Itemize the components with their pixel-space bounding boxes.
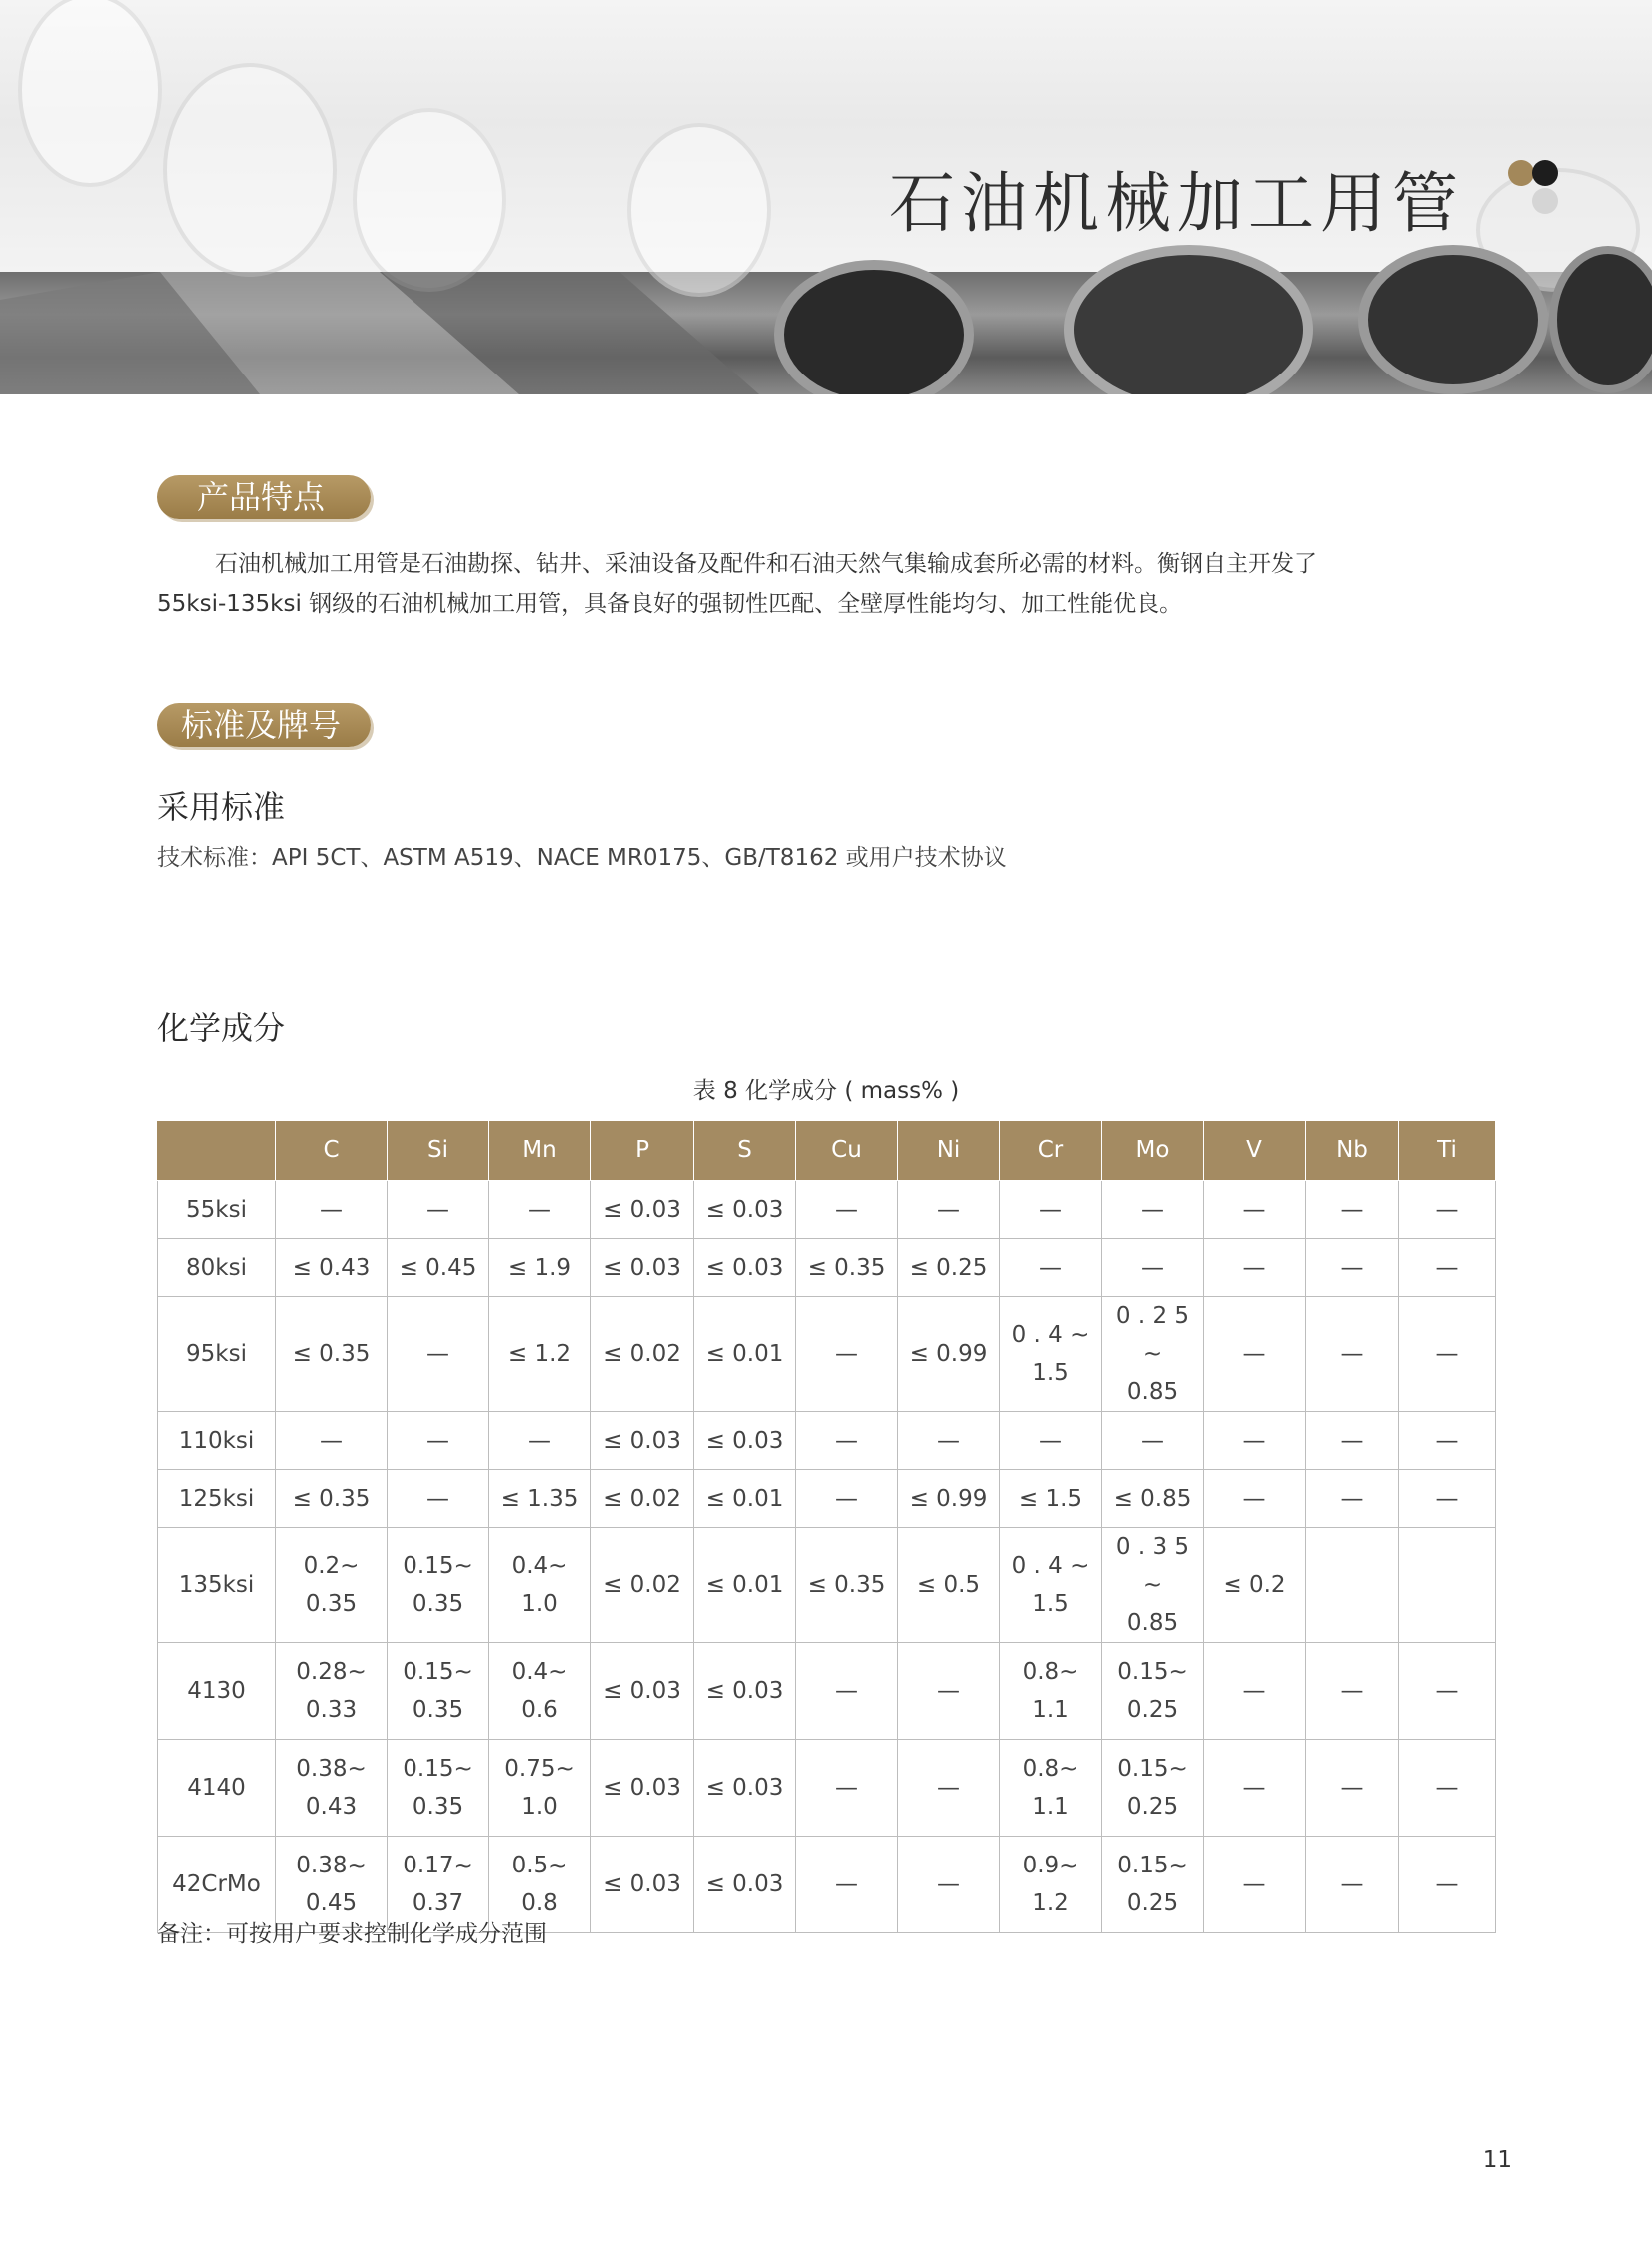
- table-cell: ≤ 0.01: [694, 1470, 796, 1528]
- features-paragraph: [157, 544, 1495, 624]
- grade-cell: 55ksi: [158, 1181, 276, 1239]
- table-row: [158, 1740, 1496, 1837]
- table-cell: —: [1306, 1239, 1399, 1297]
- table-cell: ≤ 0.25: [898, 1239, 1000, 1297]
- table-cell: 0.8~ 1.1: [1000, 1643, 1102, 1740]
- table-cell: ≤ 0.01: [694, 1297, 796, 1412]
- table-cell: —: [1306, 1297, 1399, 1412]
- table-cell: —: [1204, 1412, 1306, 1470]
- table-cell: ≤ 0.2: [1204, 1528, 1306, 1643]
- table-cell: —: [388, 1412, 489, 1470]
- table-cell: ≤ 1.9: [489, 1239, 591, 1297]
- table-cell: —: [388, 1181, 489, 1239]
- section-label-features: 产品特点: [157, 475, 371, 519]
- table-cell: 0.28~ 0.33: [276, 1643, 388, 1740]
- table-cell: ≤ 0.03: [591, 1239, 694, 1297]
- column-header: P: [591, 1121, 694, 1181]
- standards-heading: 采用标准: [157, 788, 286, 826]
- table-cell: ≤ 0.35: [276, 1297, 388, 1412]
- table-cell: —: [796, 1297, 898, 1412]
- table-cell: —: [276, 1181, 388, 1239]
- table-cell: ≤ 1.35: [489, 1470, 591, 1528]
- table-cell: —: [489, 1181, 591, 1239]
- table-cell: —: [796, 1740, 898, 1837]
- table-cell: —: [898, 1412, 1000, 1470]
- grade-cell: 95ksi: [158, 1297, 276, 1412]
- table-row: [158, 1239, 1496, 1297]
- table-cell: ≤ 0.03: [694, 1643, 796, 1740]
- table-cell: 0.15~ 0.35: [388, 1740, 489, 1837]
- table-cell: —: [1204, 1470, 1306, 1528]
- table-cell: —: [1306, 1837, 1399, 1933]
- column-header: Cu: [796, 1121, 898, 1181]
- table-cell: —: [1399, 1470, 1496, 1528]
- table-cell: —: [796, 1837, 898, 1933]
- table-cell: ≤ 0.35: [796, 1528, 898, 1643]
- table-note: 备注：可按用户要求控制化学成分范围: [157, 1921, 547, 1947]
- table-cell: —: [1399, 1740, 1496, 1837]
- table-cell: [1399, 1528, 1496, 1643]
- table-cell: 0 . 3 5 ~ 0.85: [1102, 1528, 1204, 1643]
- column-header: Nb: [1306, 1121, 1399, 1181]
- table-cell: 0.75~ 1.0: [489, 1740, 591, 1837]
- table-cell: —: [1306, 1643, 1399, 1740]
- table-cell: —: [1204, 1643, 1306, 1740]
- table-cell: ≤ 0.03: [591, 1643, 694, 1740]
- black-dot-icon: [1532, 160, 1558, 186]
- column-header: Mn: [489, 1121, 591, 1181]
- table-cell: 0 . 4 ~ 1.5: [1000, 1297, 1102, 1412]
- table-cell: ≤ 0.03: [694, 1412, 796, 1470]
- table-row: [158, 1181, 1496, 1239]
- table-cell: ≤ 0.45: [388, 1239, 489, 1297]
- table-cell: —: [388, 1297, 489, 1412]
- table-cell: —: [1102, 1181, 1204, 1239]
- grade-cell: 80ksi: [158, 1239, 276, 1297]
- table-cell: 0.17~ 0.37: [388, 1837, 489, 1933]
- table-cell: ≤ 0.03: [591, 1740, 694, 1837]
- table-cell: 0.9~ 1.2: [1000, 1837, 1102, 1933]
- table-cell: [1306, 1528, 1399, 1643]
- table-cell: ≤ 0.03: [591, 1412, 694, 1470]
- table-cell: —: [1204, 1181, 1306, 1239]
- table-cell: ≤ 0.03: [591, 1837, 694, 1933]
- decorative-dots-icon: [1508, 160, 1568, 220]
- table-cell: —: [796, 1412, 898, 1470]
- table-cell: 0.15~ 0.25: [1102, 1643, 1204, 1740]
- table-cell: —: [1306, 1740, 1399, 1837]
- table-cell: —: [1102, 1412, 1204, 1470]
- table-cell: ≤ 0.35: [276, 1470, 388, 1528]
- table-cell: —: [898, 1837, 1000, 1933]
- standards-text: 技术标准：API 5CT、ASTM A519、NACE MR0175、GB/T8162 或用户技术协议: [157, 845, 1007, 871]
- column-header: Ti: [1399, 1121, 1496, 1181]
- column-header: [158, 1121, 276, 1181]
- table-cell: 0 . 2 5 ~ 0.85: [1102, 1297, 1204, 1412]
- table-cell: 0 . 4 ~ 1.5: [1000, 1528, 1102, 1643]
- table-cell: 0.2~ 0.35: [276, 1528, 388, 1643]
- column-header: Ni: [898, 1121, 1000, 1181]
- table-cell: —: [1399, 1181, 1496, 1239]
- table-cell: —: [796, 1470, 898, 1528]
- table-cell: —: [1399, 1412, 1496, 1470]
- table-cell: —: [1204, 1740, 1306, 1837]
- table-cell: —: [1000, 1412, 1102, 1470]
- table-cell: —: [1204, 1239, 1306, 1297]
- column-header: V: [1204, 1121, 1306, 1181]
- header-banner: [0, 0, 1652, 394]
- table-cell: —: [1000, 1239, 1102, 1297]
- grade-cell: 4140: [158, 1740, 276, 1837]
- table-cell: 0.5~ 0.8: [489, 1837, 591, 1933]
- grade-cell: 4130: [158, 1643, 276, 1740]
- table-cell: 0.15~ 0.35: [388, 1643, 489, 1740]
- table-cell: 0.8~ 1.1: [1000, 1740, 1102, 1837]
- chemical-composition-table: [157, 1120, 1496, 1933]
- table-cell: ≤ 0.5: [898, 1528, 1000, 1643]
- table-cell: ≤ 0.03: [694, 1239, 796, 1297]
- table-cell: —: [1204, 1297, 1306, 1412]
- table-row: [158, 1643, 1496, 1740]
- table-cell: 0.38~ 0.45: [276, 1837, 388, 1933]
- table-cell: ≤ 0.03: [694, 1837, 796, 1933]
- table-cell: —: [796, 1643, 898, 1740]
- table-cell: —: [1204, 1837, 1306, 1933]
- table-cell: —: [276, 1412, 388, 1470]
- column-header: Si: [388, 1121, 489, 1181]
- table-cell: ≤ 0.99: [898, 1297, 1000, 1412]
- table-cell: —: [898, 1643, 1000, 1740]
- table-row: [158, 1412, 1496, 1470]
- table-cell: 0.4~ 0.6: [489, 1643, 591, 1740]
- column-header: C: [276, 1121, 388, 1181]
- table-cell: ≤ 1.5: [1000, 1470, 1102, 1528]
- features-line-1: 石油机械加工用管是石油勘探、钻井、采油设备及配件和石油天然气集输成套所必需的材料。衡钢自主开发了: [215, 551, 1317, 577]
- table-cell: —: [796, 1181, 898, 1239]
- table-cell: ≤ 0.35: [796, 1239, 898, 1297]
- column-header: S: [694, 1121, 796, 1181]
- grade-cell: 125ksi: [158, 1470, 276, 1528]
- gold-dot-icon: [1508, 160, 1534, 186]
- table-cell: ≤ 0.02: [591, 1297, 694, 1412]
- table-cell: ≤ 0.03: [591, 1181, 694, 1239]
- page-number: 11: [1482, 2147, 1512, 2173]
- column-header: Mo: [1102, 1121, 1204, 1181]
- table-row: [158, 1470, 1496, 1528]
- table-cell: 0.15~ 0.35: [388, 1528, 489, 1643]
- table-cell: ≤ 0.03: [694, 1181, 796, 1239]
- table-cell: ≤ 0.03: [694, 1740, 796, 1837]
- table-cell: —: [898, 1181, 1000, 1239]
- table-cell: —: [1399, 1297, 1496, 1412]
- table-cell: ≤ 0.02: [591, 1528, 694, 1643]
- grade-cell: 110ksi: [158, 1412, 276, 1470]
- table-row: [158, 1528, 1496, 1643]
- table-cell: —: [1306, 1412, 1399, 1470]
- table-cell: 0.15~ 0.25: [1102, 1740, 1204, 1837]
- grade-cell: 42CrMo: [158, 1837, 276, 1933]
- table-cell: 0.15~ 0.25: [1102, 1837, 1204, 1933]
- features-line-2: 55ksi-135ksi 钢级的石油机械加工用管，具备良好的强韧性匹配、全壁厚性能均匀、加工性能优良。: [157, 591, 1183, 617]
- table-cell: —: [1399, 1643, 1496, 1740]
- table-cell: ≤ 0.85: [1102, 1470, 1204, 1528]
- table-cell: —: [1102, 1239, 1204, 1297]
- table-cell: 0.38~ 0.43: [276, 1740, 388, 1837]
- table-row: [158, 1297, 1496, 1412]
- page-title: 石油机械加工用管: [889, 165, 1464, 242]
- table-cell: ≤ 0.99: [898, 1470, 1000, 1528]
- table-cell: —: [1399, 1239, 1496, 1297]
- table-cell: —: [388, 1470, 489, 1528]
- column-header: Cr: [1000, 1121, 1102, 1181]
- table-cell: ≤ 0.01: [694, 1528, 796, 1643]
- chemical-heading: 化学成分: [157, 1009, 286, 1047]
- table-cell: 0.4~ 1.0: [489, 1528, 591, 1643]
- table-cell: —: [1000, 1181, 1102, 1239]
- table-cell: ≤ 1.2: [489, 1297, 591, 1412]
- section-label-standards: 标准及牌号: [157, 703, 371, 747]
- table-cell: —: [898, 1740, 1000, 1837]
- grey-dot-icon: [1532, 188, 1558, 214]
- table-cell: —: [1399, 1837, 1496, 1933]
- table-cell: ≤ 0.43: [276, 1239, 388, 1297]
- grade-cell: 135ksi: [158, 1528, 276, 1643]
- table-header-row: [158, 1121, 1496, 1181]
- table-cell: —: [1306, 1181, 1399, 1239]
- table-cell: ≤ 0.02: [591, 1470, 694, 1528]
- table-caption: 表 8 化学成分 ( mass% ): [692, 1078, 960, 1104]
- table-cell: —: [489, 1412, 591, 1470]
- table-cell: —: [1306, 1470, 1399, 1528]
